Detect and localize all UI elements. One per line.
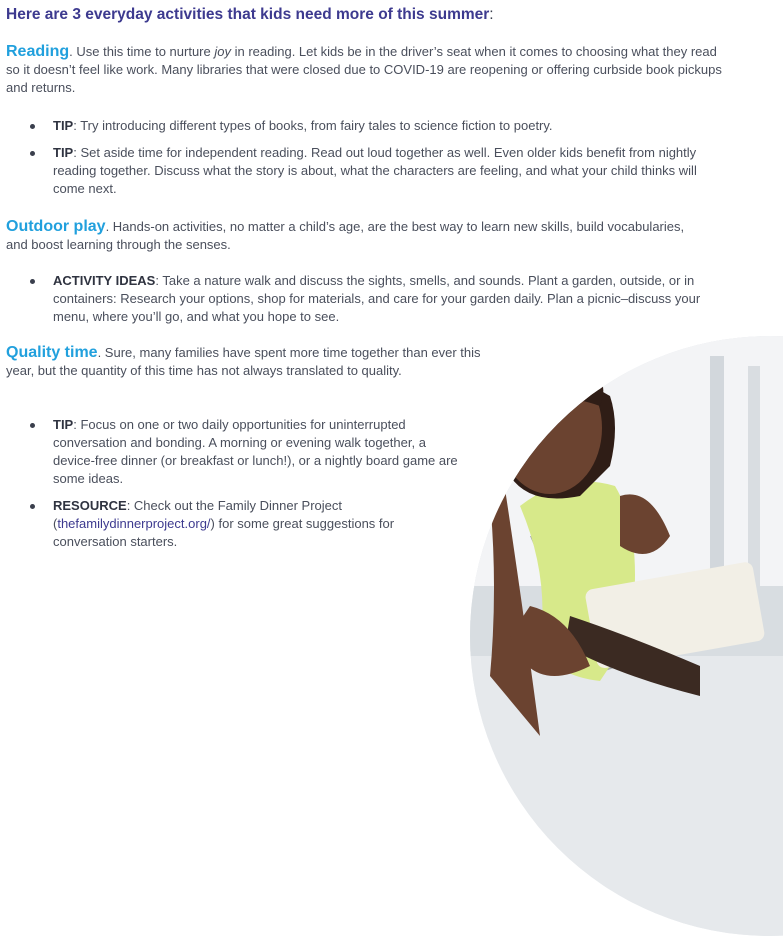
girl-reading-photo — [470, 336, 783, 936]
outdoor-body: . Hands-on activities, no matter a child’s age, are the best way to learn new skills, build vocabularies, and boost learning through the senses. — [6, 219, 685, 252]
outdoor-paragraph — [6, 218, 696, 254]
bullet-text: : Check out the Family Dinner Project ( — [53, 498, 342, 531]
list-item — [26, 144, 726, 198]
reading-body-2: in reading. Let kids be in the driver’s seat when it comes to choosing what they read so it doesn’t feel like work. Many libraries that were closed due to COVID-19 are reopening or offering curbside book pickups and returns. — [6, 44, 722, 95]
family-dinner-link[interactable]: thefamilydinnerproject.org/ — [57, 516, 211, 531]
list-item — [26, 117, 726, 135]
outdoor-ideas-list — [26, 272, 726, 335]
reading-paragraph — [6, 43, 726, 97]
list-item — [26, 497, 471, 551]
bullet-label: RESOURCE — [53, 498, 127, 513]
reading-lead: Reading — [6, 43, 70, 60]
bullet-label: ACTIVITY IDEAS — [53, 273, 156, 288]
photo-illustration — [470, 336, 783, 936]
bullet-label: TIP — [53, 145, 74, 160]
outdoor-lead: Outdoor play — [6, 218, 106, 235]
reading-emphasis: joy — [214, 44, 231, 59]
list-item — [26, 272, 726, 326]
quality-body: . Sure, many families have spent more time together than ever this year, but the quantity of this time has not always translated to quality. — [6, 345, 481, 378]
list-item — [26, 416, 471, 488]
bullet-text: : Set aside time for independent reading. Read out loud together as well. Even older kids benefit from nightly reading together. Discuss what the story is about, what the characters are feeling, and what your child thinks will come next. — [53, 145, 697, 196]
heading-text: Here are 3 everyday activities that kids need more of this summer — [6, 6, 490, 23]
bullet-label: TIP — [53, 417, 74, 432]
quality-tips-list — [26, 416, 471, 560]
page-heading — [6, 6, 494, 24]
reading-tips-list — [26, 117, 726, 207]
bullet-text: ) for some great suggestions for conversation starters. — [53, 516, 395, 549]
bullet-text: : Take a nature walk and discuss the sights, smells, and sounds. Plant a garden, outside, or in containers: Research your options, shop for materials, and care for your garden daily. Plan a picnic–discuss your menu, where you’ll go, and what you hope to see. — [53, 273, 701, 324]
quality-lead: Quality time — [6, 344, 98, 361]
bullet-text: : Focus on one or two daily opportunities for uninterrupted conversation and bonding. A morning or evening walk together, a device-free dinner (or breakfast or lunch!), or a nightly board game are some ideas. — [53, 417, 458, 486]
bullet-text: : Try introducing different types of books, from fairy tales to science fiction to poetry. — [73, 118, 553, 133]
bullet-label: TIP — [53, 118, 74, 133]
reading-body-1: . Use this time to nurture — [69, 44, 215, 59]
quality-paragraph — [6, 344, 481, 380]
heading-colon: : — [489, 6, 494, 23]
